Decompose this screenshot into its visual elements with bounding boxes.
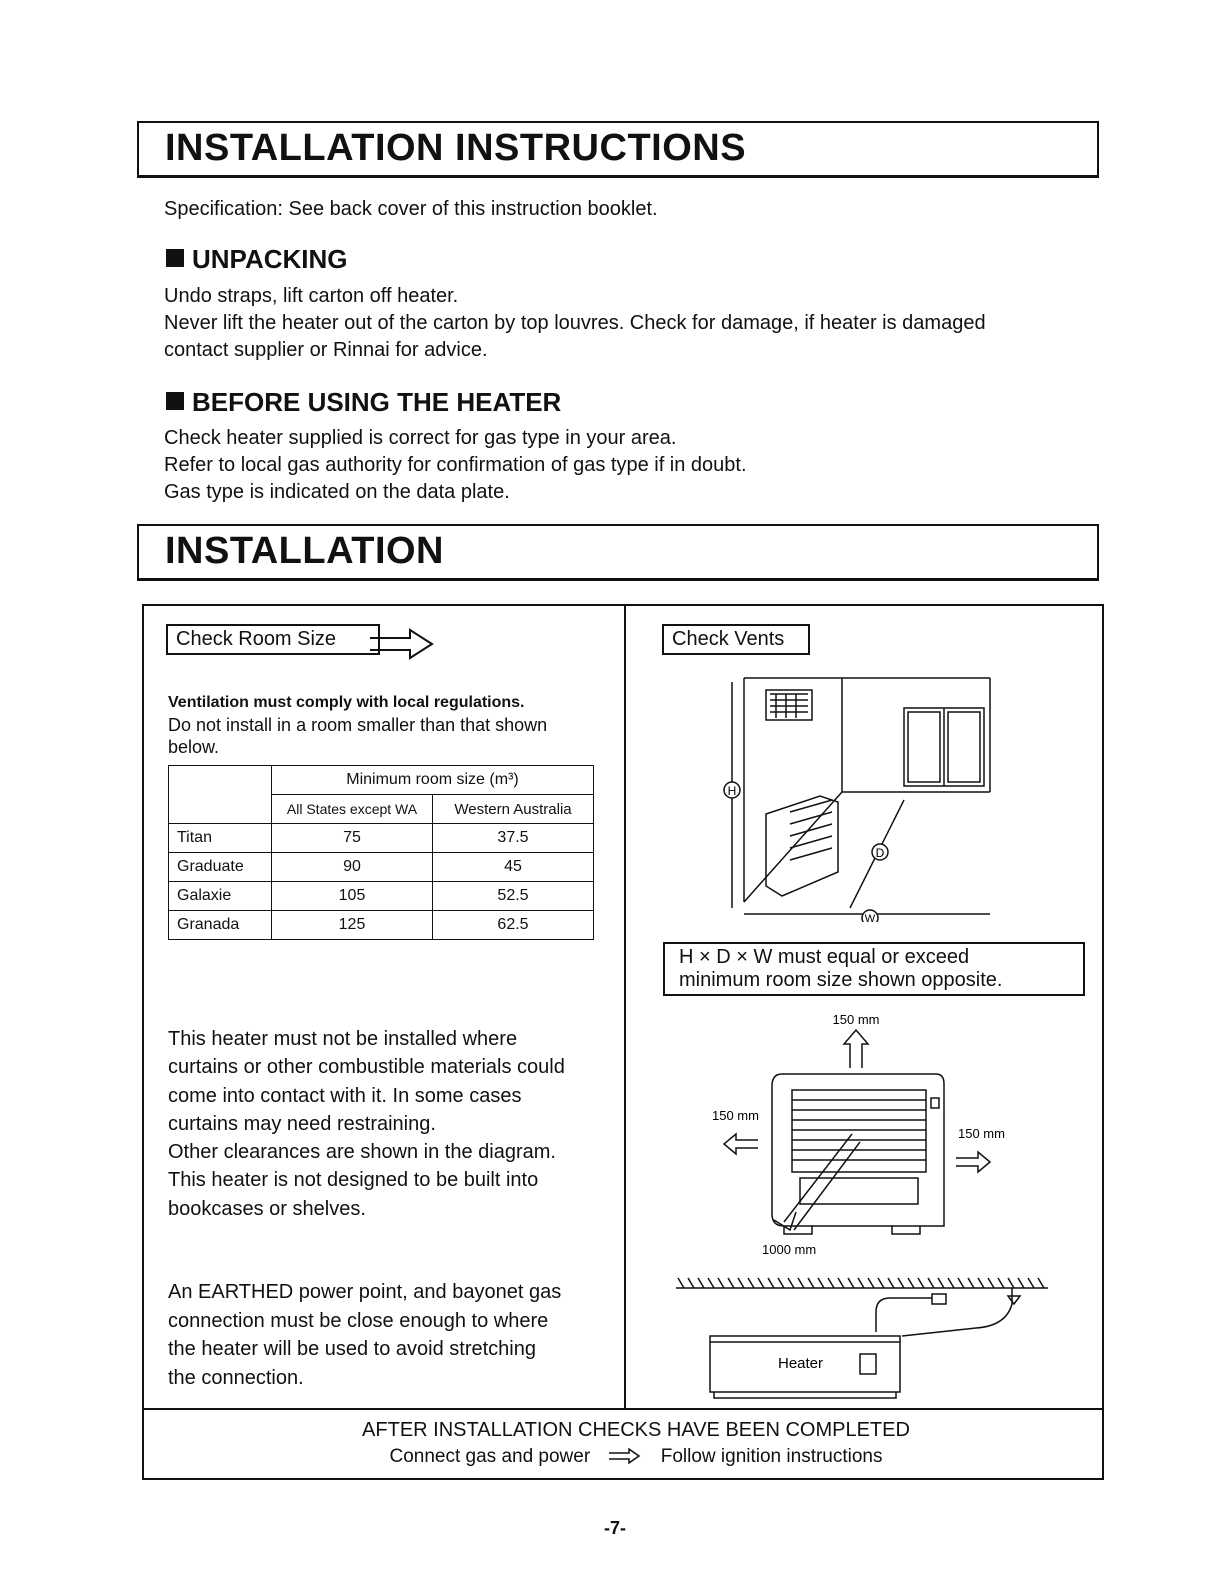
hdw-note [663, 942, 1085, 996]
text-line: Gas type is indicated on the data plate. [164, 481, 510, 503]
heater-label: Heater [778, 1355, 824, 1372]
text-line: Never lift the heater out of the carton by top louvres. Check for damage, if heater is damaged [164, 312, 986, 334]
clearance-top-label: 150 mm [832, 1012, 880, 1027]
page-title: INSTALLATION INSTRUCTIONS [165, 127, 747, 169]
clearance-left-label: 150 mm [712, 1108, 759, 1123]
check-room-size-tag: Check Room Size [166, 624, 380, 655]
panel-row-divider [142, 1408, 1102, 1410]
unpacking-heading-text: UNPACKING [192, 244, 348, 274]
d-label: D [875, 846, 885, 860]
room-size-table [168, 765, 594, 940]
specification-text: Specification: See back cover of this instruction booklet. [164, 198, 658, 220]
w-label: W [864, 913, 876, 922]
model-cell: Titan [169, 824, 272, 853]
value-cell: 105 [272, 882, 433, 911]
text-line: contact supplier or Rinnai for advice. [164, 339, 488, 361]
table-row [169, 853, 594, 882]
room-note [168, 714, 547, 758]
text-line: below. [168, 737, 220, 757]
h-label: H [727, 784, 737, 798]
arrow-right-icon [605, 1448, 645, 1464]
table-header: Minimum room size (m³) [272, 766, 594, 795]
value-cell: 62.5 [433, 911, 594, 940]
value-cell: 75 [272, 824, 433, 853]
bullet-square-icon [166, 249, 184, 267]
before-using-heading-text: BEFORE USING THE HEATER [192, 387, 562, 417]
table-row [169, 882, 594, 911]
ventilation-note: Ventilation must comply with local regulations. [168, 694, 525, 711]
column-header: Western Australia [433, 795, 594, 824]
page-number: -7- [604, 1518, 626, 1538]
text-line: connection must be close enough to where [168, 1309, 549, 1332]
text-line: Undo straps, lift carton off heater. [164, 285, 459, 307]
table-row [169, 824, 594, 853]
text-line: minimum room size shown opposite. [679, 969, 1003, 991]
arrow-right-icon [368, 626, 436, 662]
connect-text: Connect gas and power [389, 1446, 591, 1467]
text-line: Do not install in a room smaller than that shown [168, 715, 548, 735]
text-line: the heater will be used to avoid stretching [168, 1338, 536, 1360]
clearance-diagram [700, 1008, 1030, 1258]
table-row [169, 911, 594, 940]
value-cell: 90 [272, 853, 433, 882]
installation-titlebox [137, 524, 1099, 581]
curtains-paragraph [168, 1025, 592, 1223]
installation-instructions-titlebox [137, 121, 1099, 178]
value-cell: 125 [272, 911, 433, 940]
panel-divider [624, 604, 626, 1408]
text-line: This heater is not designed to be built into [168, 1169, 539, 1192]
before-using-heading [166, 387, 561, 418]
gas-connection-diagram [676, 1276, 1052, 1402]
before-using-text [164, 425, 747, 506]
table-corner [169, 766, 272, 795]
clearance-front-label: 1000 mm [762, 1242, 817, 1257]
bullet-square-icon [166, 392, 184, 410]
value-cell: 45 [433, 853, 594, 882]
check-vents-tag: Check Vents [662, 624, 810, 655]
text-line: H × D × W must equal or exceed [679, 946, 970, 968]
installation-title: INSTALLATION [165, 530, 444, 572]
follow-text: Follow ignition instructions [660, 1446, 883, 1467]
earthed-paragraph [168, 1278, 598, 1392]
text-line: An EARTHED power point, and bayonet gas [168, 1281, 562, 1303]
text-line: come into contact with it. In some cases [168, 1084, 522, 1107]
clearance-right-label: 150 mm [958, 1126, 1005, 1141]
room-diagram [720, 672, 1000, 922]
value-cell: 52.5 [433, 882, 594, 911]
model-cell: Granada [169, 911, 272, 940]
column-header: All States except WA [272, 795, 433, 824]
text-line: the connection. [168, 1366, 304, 1389]
text-line: bookcases or shelves. [168, 1197, 366, 1220]
unpacking-text [164, 283, 986, 364]
text-line: Other clearances are shown in the diagram. [168, 1141, 556, 1164]
text-line: curtains may need restraining. [168, 1112, 436, 1135]
model-cell: Galaxie [169, 882, 272, 911]
after-checks-text: AFTER INSTALLATION CHECKS HAVE BEEN COMPLETED [362, 1419, 910, 1441]
model-cell: Graduate [169, 853, 272, 882]
connect-line [142, 1446, 1130, 1468]
unpacking-heading [166, 244, 348, 275]
text-line: This heater must not be installed where [168, 1028, 518, 1050]
text-line: curtains or other combustible materials could [168, 1056, 565, 1079]
text-line: Check heater supplied is correct for gas type in your area. [164, 427, 677, 449]
text-line: Refer to local gas authority for confirmation of gas type if in doubt. [164, 454, 747, 476]
value-cell: 37.5 [433, 824, 594, 853]
table-corner [169, 795, 272, 824]
